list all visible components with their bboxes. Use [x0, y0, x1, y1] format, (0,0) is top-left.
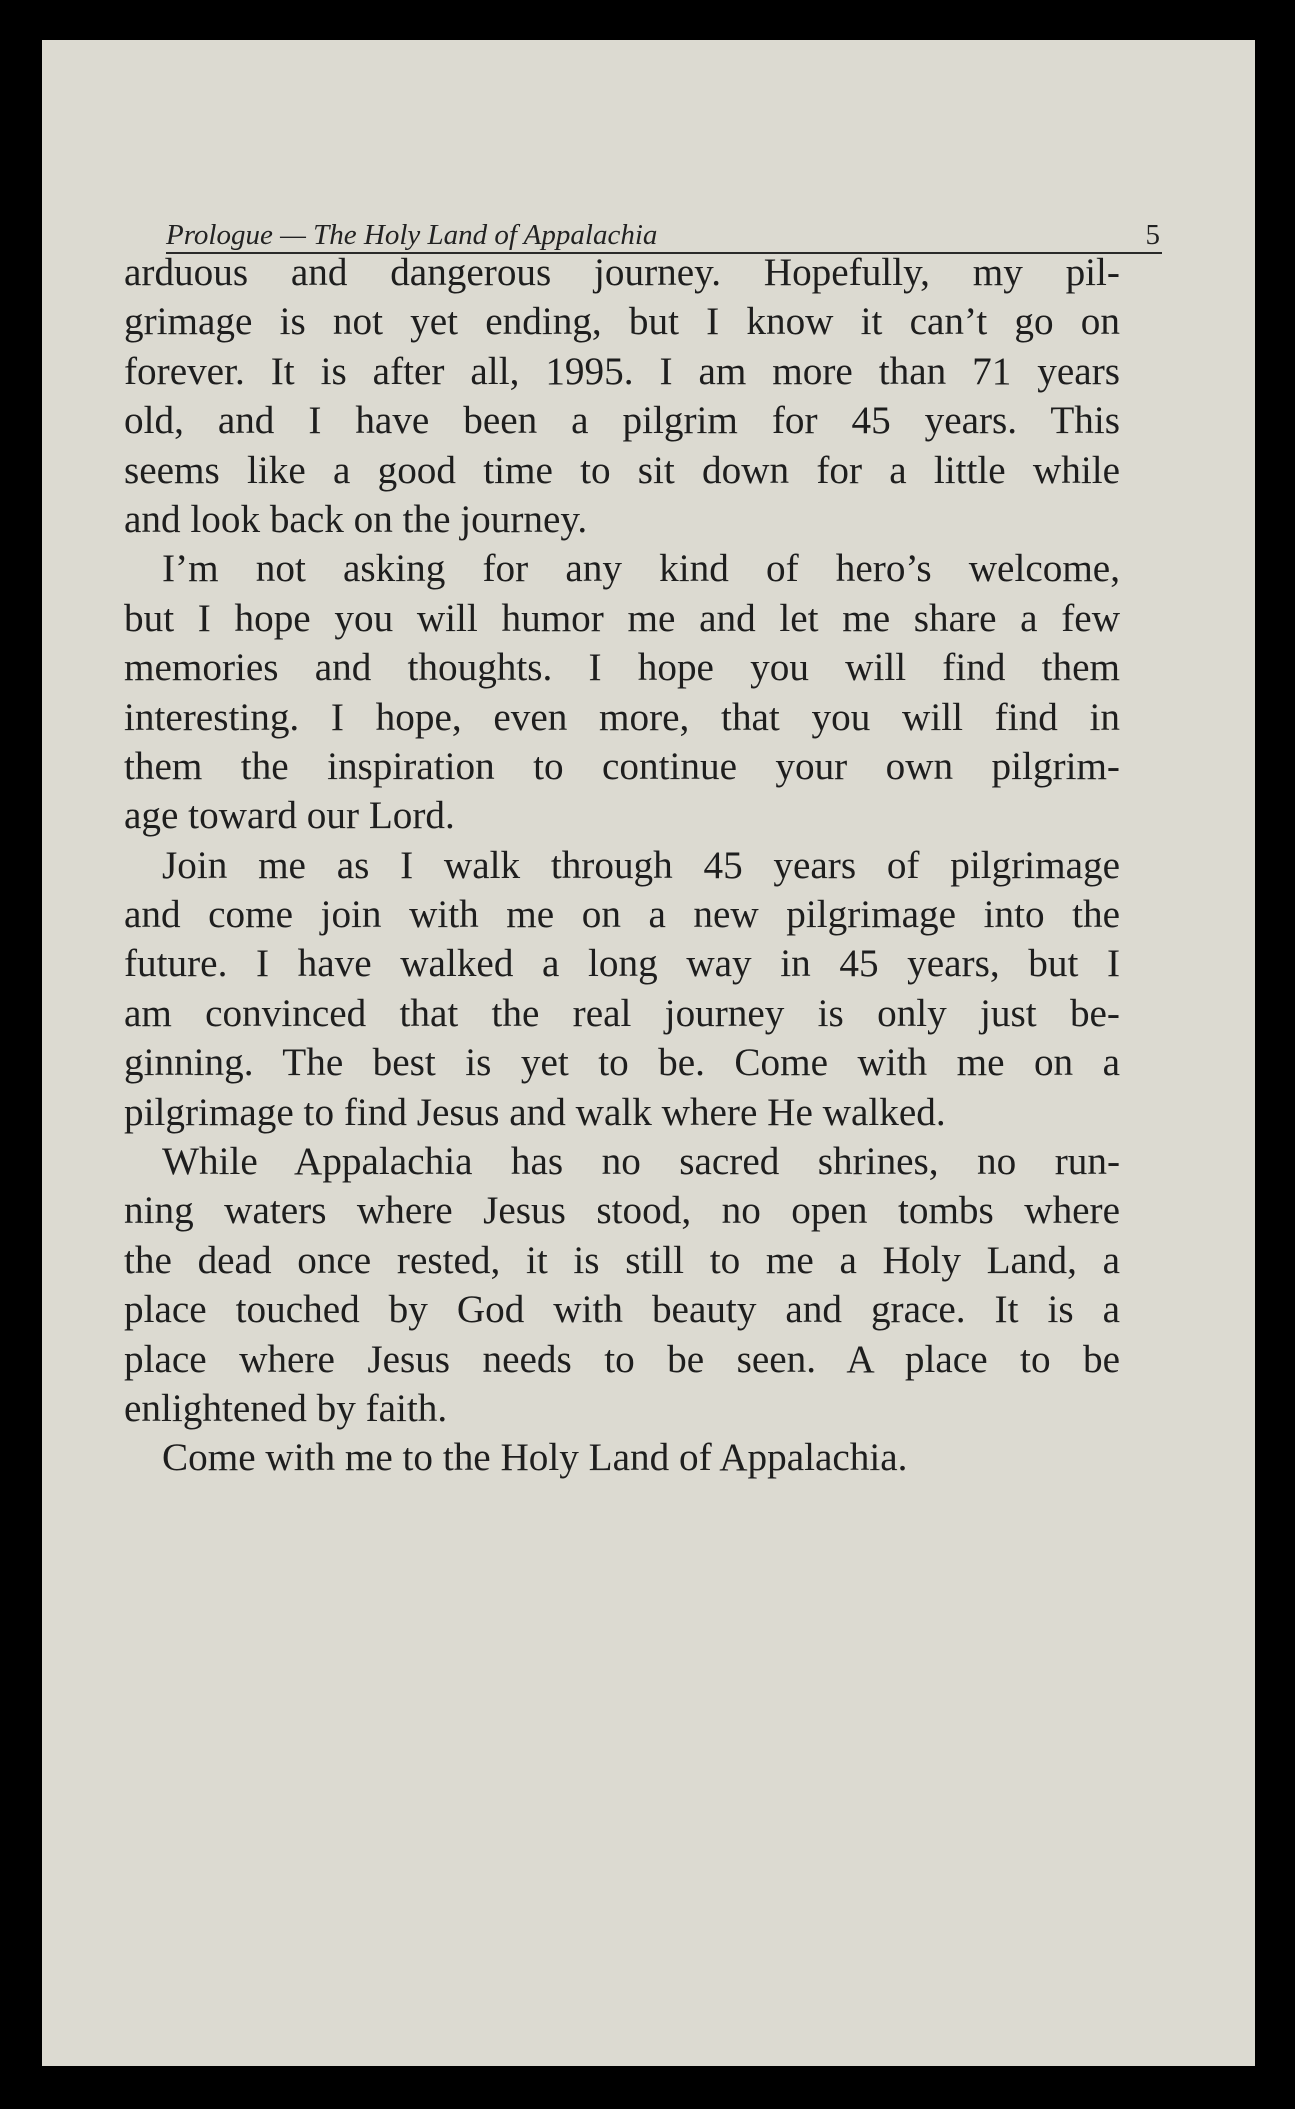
text-line: place touched by God with beauty and grace. It is a — [124, 1288, 1120, 1332]
text-line: place where Jesus needs to be seen. A place to be — [124, 1337, 1120, 1381]
text-line: but I hope you will humor me and let me share a few — [124, 596, 1120, 640]
paragraph — [124, 1433, 1120, 1482]
text-line: and look back on the journey. — [124, 497, 588, 541]
text-line: arduous and dangerous journey. Hopefully, my pil- — [124, 251, 1120, 294]
paragraph — [124, 1137, 1120, 1433]
text-line: Join me as I walk through 45 years of pilgrimage — [162, 843, 1120, 887]
paragraph — [124, 841, 1120, 1137]
text-line: am convinced that the real journey is only just be- — [124, 991, 1120, 1035]
text-line: future. I have walked a long way in 45 years, but I — [124, 942, 1120, 986]
text-line: age toward our Lord. — [124, 794, 455, 838]
text-line: interesting. I hope, even more, that you will find in — [124, 695, 1120, 739]
text-line: old, and I have been a pilgrim for 45 years. This — [124, 399, 1120, 443]
text-line: grimage is not yet ending, but I know it can’t go on — [124, 300, 1120, 344]
text-line: ning waters where Jesus stood, no open tombs where — [124, 1189, 1120, 1233]
text-line: pilgrimage to find Jesus and walk where He walked. — [124, 1090, 946, 1134]
text-line: and come join with me on a new pilgrimage into the — [124, 893, 1120, 937]
paragraph — [124, 544, 1120, 840]
text-line: the dead once rested, it is still to me a Holy Land, a — [124, 1238, 1120, 1282]
text-line: While Appalachia has no sacred shrines, no run- — [162, 1140, 1120, 1184]
text-line: I’m not asking for any kind of hero’s welcome, — [162, 547, 1120, 591]
paragraph — [124, 248, 1120, 544]
text-line: seems like a good time to sit down for a little while — [124, 448, 1120, 492]
running-title: Prologue — The Holy Land of Appalachia — [166, 219, 658, 251]
text-line: enlightened by faith. — [124, 1386, 448, 1430]
text-line: forever. It is after all, 1995. I am more than 71 years — [124, 349, 1120, 393]
text-line: them the inspiration to continue your own pilgrim- — [124, 744, 1120, 788]
page-number: 5 — [1145, 219, 1160, 251]
body-text — [124, 248, 1120, 1483]
text-line: Come with me to the Holy Land of Appalachia. — [162, 1436, 908, 1480]
text-line: ginning. The best is yet to be. Come with me on a — [124, 1041, 1120, 1085]
text-line: memories and thoughts. I hope you will find them — [124, 646, 1120, 690]
